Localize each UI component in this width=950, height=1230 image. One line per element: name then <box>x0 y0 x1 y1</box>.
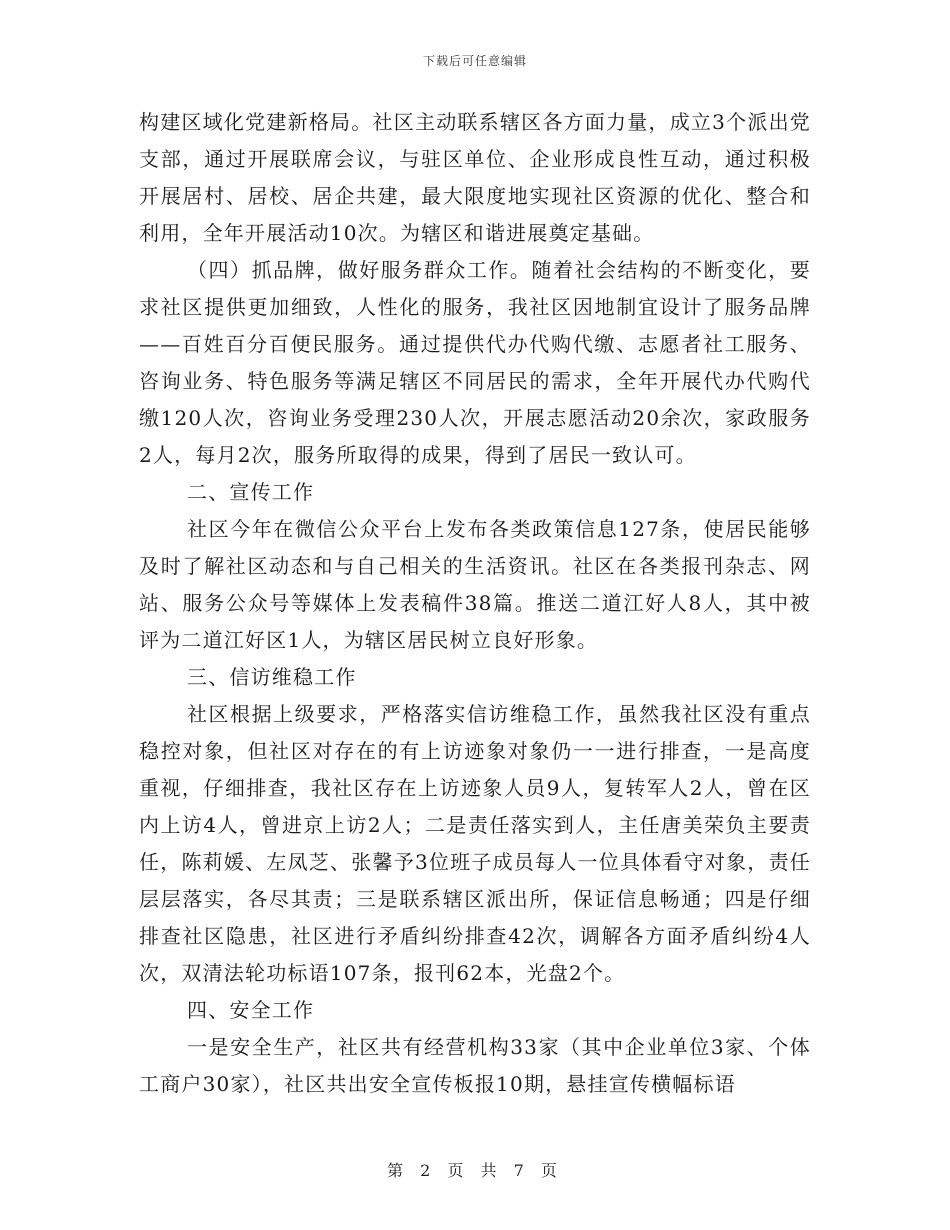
paragraph-publicity: 社区今年在微信公众平台上发布各类政策信息127条，使居民能够及时了解社区动态和与自己相关的生活资讯。社区在各类报刊杂志、网站、服务公众号等媒体上发表稿件38篇。推送二道江好人8人，其中被评为二道江好区1人，为辖区居民树立良好形象。 <box>139 517 811 652</box>
document-body <box>139 104 811 1103</box>
page-number: 第 2 页 共 7 页 <box>387 1161 563 1180</box>
section-heading-safety: 四、安全工作 <box>187 998 315 1022</box>
section-heading-publicity: 二、宣传工作 <box>187 480 315 504</box>
paragraph-service-brand: （四）抓品牌，做好服务群众工作。随着社会结构的不断变化，要求社区提供更加细致，人性化的服务，我社区因地制宜设计了服务品牌——百姓百分百便民服务。通过提供代办代购代缴、志愿者社工服务、咨询业务、特色服务等满足辖区不同居民的需求，全年开展代办代购代缴120人次，咨询业务受理230人次，开展志愿活动20余次，家政服务2人，每月2次，服务所取得的成果，得到了居民一致认可。 <box>139 258 811 467</box>
header-note: 下载后可任意编辑 <box>422 54 527 68</box>
paragraph-party-building: 构建区域化党建新格局。社区主动联系辖区各方面力量，成立3个派出党支部，通过开展联席会议，与驻区单位、企业形成良性互动，通过积极开展居村、居校、居企共建，最大限度地实现社区资源的优化、整合和利用，全年开展活动10次。为辖区和谐进展奠定基础。 <box>139 110 811 245</box>
paragraph-petition: 社区根据上级要求，严格落实信访维稳工作，虽然我社区没有重点稳控对象，但社区对存在的有上访迹象对象仍一一进行排查，一是高度重视，仔细排查，我社区存在上访迹象人员9人，复转军人2人，曾在区内上访4人，曾进京上访2人；二是责任落实到人，主任唐美荣负主要责任，陈莉媛、左凤芝、张馨予3位班子成员每人一位具体看守对象，责任层层落实，各尽其责；三是联系辖区派出所，保证信息畅通；四是仔细排查社区隐患，社区进行矛盾纠纷排查42次，调解各方面矛盾纠纷4人次，双清法轮功标语107条，报刊62本，光盘2个。 <box>139 702 811 985</box>
section-heading-petition: 三、信访维稳工作 <box>187 665 357 689</box>
paragraph-safety: 一是安全生产，社区共有经营机构33家（其中企业单位3家、个体工商户30家），社区共出安全宣传板报10期，悬挂宣传横幅标语 <box>139 1035 811 1096</box>
